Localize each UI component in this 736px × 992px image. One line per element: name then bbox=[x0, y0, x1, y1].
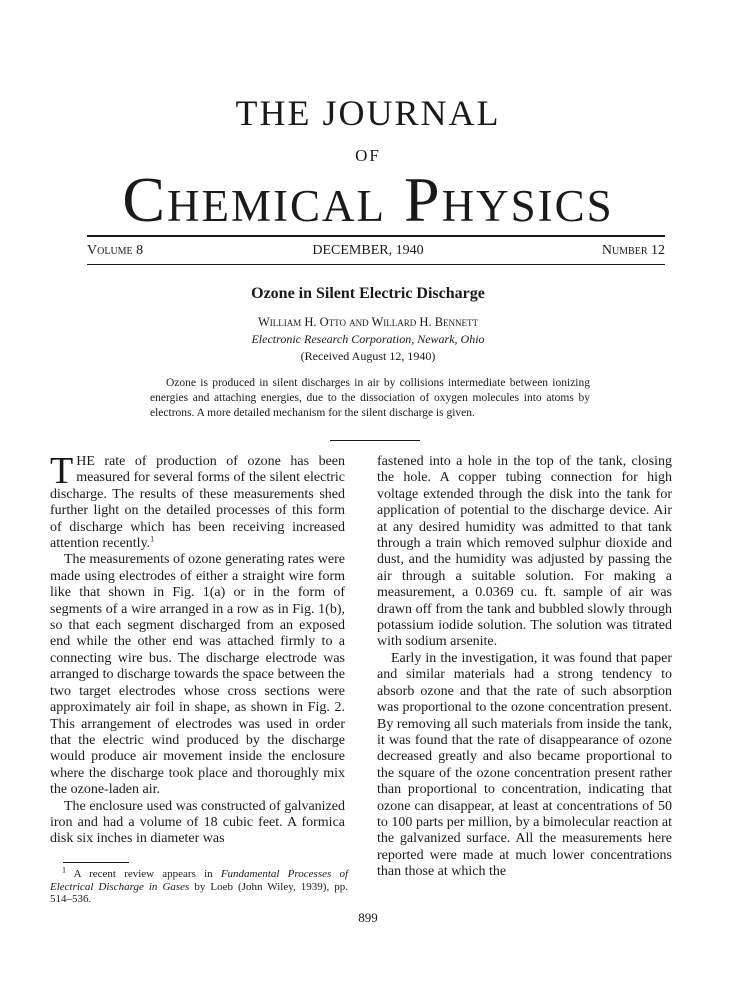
body-paragraph: The enclosure used was constructed of galvanized iron and had a volume of 18 cubic feet. A formica disk six inches in diameter was bbox=[50, 798, 345, 847]
issue-number: Number 12 bbox=[601, 243, 665, 258]
body-paragraph: Early in the investigation, it was found that paper and similar materials had a strong tendency to absorb ozone and that the rate of such absorption was proportional to the ozone concentration present. By removing all such materials from inside the tank, it was found that the rate of disappearance of ozone decreased greatly and also became proportional to the square of the ozone concentration present rather than proportional to concentration, indicating that ozone can disappear, at least at concentrations of 50 to 100 parts per million, by a bimolecular reaction at the galvanized surface. All the measurements here reported were made at much lower concentrations than those at which the bbox=[377, 650, 672, 880]
article-title: Ozone in Silent Electric Discharge bbox=[251, 285, 485, 302]
footnote-marker: 1 bbox=[62, 865, 66, 875]
volume-label: Volume 8 bbox=[87, 243, 144, 258]
body-paragraph: fastened into a hole in the top of the tank, closing the hole. A copper tubing connection for high voltage extended through the disk into the tank for application of potential to the discharge device. Air at any desired humidity was admitted to that tank through a train which removed sulphur dioxide and dust, and the humidity was adjusted by passing the air through a suitable solution. For making a measurement, a 0.0369 cu. ft. sample of air was drawn off from the tank and bubbled slowly through potassium iodide solution. The solution was titrated with sodium arsenite. bbox=[377, 454, 672, 650]
masthead-rule-top bbox=[87, 235, 665, 237]
issue-date: DECEMBER, 1940 bbox=[312, 243, 424, 258]
body-paragraph: The measurements of ozone generating rates were made using electrodes of either a straight wire form like that shown in Fig. 1(a) or in the form of segments of a wire arranged in a row as in Fig. 1(b), so that each segment discharged from an exposed end while the other end was attached firmly to a connecting wire bus. The discharge electrode was arranged to discharge towards the space between the two target electrodes whose cross sections were approximately air foil in shape, as shown in Fig. 2. This arrangement of electrodes was used in order that the electric wind produced by the discharge would produce air movement inside the enclosure where the discharge took place and thoroughly mix the ozone-laden air. bbox=[50, 552, 345, 798]
abstract: Ozone is produced in silent discharges in air by collisions intermediate between ionizing energies and attaching energies, due to the dissociation of oxygen molecules into atoms by electrons. A more detailed mechanism for the silent discharge is given. bbox=[150, 377, 590, 419]
page-number: 899 bbox=[358, 910, 378, 925]
body-column-left bbox=[50, 450, 345, 848]
masthead-rule-bottom bbox=[87, 264, 665, 265]
received-date: (Received August 12, 1940) bbox=[300, 349, 436, 363]
body-column-right bbox=[377, 454, 672, 881]
footnote bbox=[50, 865, 349, 906]
footnote-reference: 1 bbox=[150, 534, 155, 544]
body-paragraph bbox=[50, 450, 345, 552]
drop-cap: T bbox=[50, 450, 74, 492]
journal-title-line: THE JOURNAL bbox=[235, 93, 501, 133]
journal-name: Chemical Physics bbox=[122, 164, 614, 235]
footnote-text-end: by Loeb (John Wiley, 1939), pp. 514–536. bbox=[50, 880, 348, 905]
journal-of-line: OF bbox=[355, 146, 381, 165]
footnote-text: A recent review appears in bbox=[66, 868, 221, 880]
author-affiliation: Electronic Research Corporation, Newark, Ohio bbox=[251, 332, 485, 346]
article-authors: William H. Otto and Willard H. Bennett bbox=[257, 315, 479, 329]
section-separator bbox=[330, 440, 420, 441]
footnote-rule bbox=[63, 862, 129, 863]
footnote-book-title: Fundamental Processes of Electrical Discharge in Gases bbox=[50, 868, 349, 893]
paragraph-text: HE rate of production of ozone has been measured for several forms of the silent electric discharge. The results of these measurements shed further light on the detailed processes of this form of discharge which has been receiving increased attention recently. bbox=[50, 454, 345, 552]
